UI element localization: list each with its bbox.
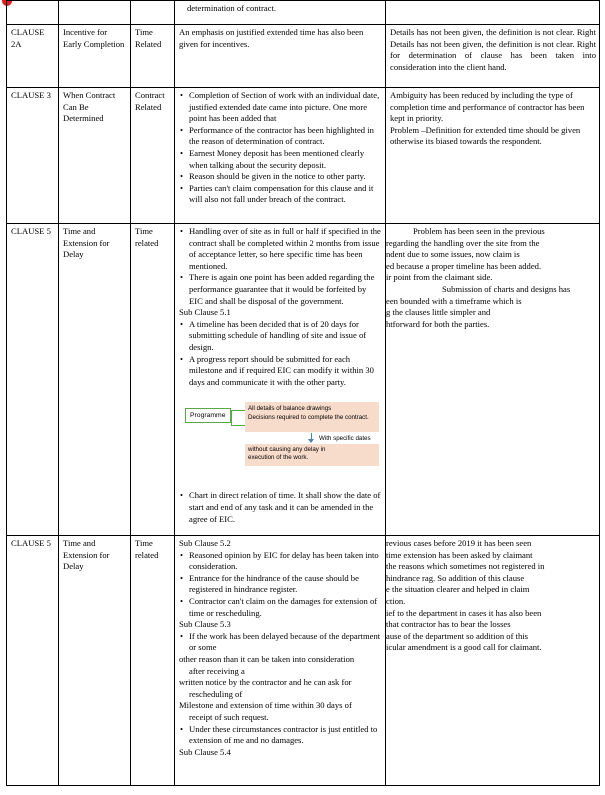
change-bullet: • Performance of the contractor has been highlighted in the reason of determination of contract.	[189, 125, 382, 148]
cell-remarks	[386, 25, 600, 88]
remarks-line: g the clauses little simpler and	[386, 307, 491, 318]
change-continuation: Milestone and extension of time within 30 days of	[179, 700, 352, 711]
cell-type	[131, 1, 175, 25]
sub-clause-heading: Sub Clause 5.4	[179, 746, 231, 757]
table-row	[7, 1, 600, 25]
sub-clause-heading: Sub Clause 5.2	[179, 538, 231, 548]
cell-clause	[7, 1, 59, 25]
cell-changes	[175, 25, 386, 88]
remarks-line: ndent due to some issues, now claim is	[386, 249, 520, 260]
table-row	[7, 88, 600, 224]
change-bullet: • Reason should be given in the notice to other party.	[189, 171, 382, 183]
clause-title: Time and Extension for Delay	[63, 538, 110, 572]
diagram-connector	[231, 410, 246, 426]
cell-title	[59, 88, 131, 224]
cell-changes	[175, 1, 386, 25]
remarks-line: htforward for both the parties.	[386, 318, 490, 329]
change-bullet: • Contractor can't claim on the damages for extension of time or rescheduling.	[189, 596, 382, 619]
change-bullet: • Completion of Section of work with an individual date, justified extended date came into picture. One more point has been added that	[189, 90, 382, 125]
cell-remarks	[386, 224, 600, 536]
change-continuation: after receiving a	[189, 665, 245, 676]
change-bullet: • If the work has been delayed because of the department or some	[189, 631, 382, 654]
clause-type: Contract Related	[135, 90, 165, 112]
change-bullet: • Under these circumstances contractor is just entitled to extension of me and no damages.	[189, 724, 382, 747]
remarks-text: Details has not been given, the definition is not clear. Right Details has not been given, the definition is not clear. Right for determination of clause has been taken into consideration into the client hand.	[390, 27, 596, 72]
cell-title	[59, 25, 131, 88]
delay-box	[245, 444, 379, 466]
change-bullet: • Handling over of site as in full or half if specified in the contract shall be completed within 2 months from issue of acceptance letter, so here specific time has been mentioned.	[189, 226, 382, 272]
clause-number: CLAUSE 3	[11, 90, 51, 100]
clause-title: Incentive for Early Completion	[63, 27, 125, 49]
remarks-line: hindrance rag. So addition of this clause	[386, 572, 525, 583]
change-bullet: • Parties can't claim compensation for this clause and it will also not fall under breach of the contract.	[189, 183, 382, 206]
clause-type: Time Related	[135, 27, 162, 49]
remarks-line: ir point from the claimant side.	[386, 272, 493, 283]
cell-type	[131, 25, 175, 88]
cell-changes	[175, 536, 386, 786]
remarks-line: the reasons which sometimes not registered in	[386, 561, 545, 572]
clause-number: CLAUSE 5	[11, 226, 51, 236]
diagram-line: without causing any delay in	[248, 446, 326, 454]
cell-remarks	[386, 88, 600, 224]
table-row	[7, 25, 600, 88]
clause-title: Time and Extension for Delay	[63, 226, 110, 260]
arrowhead-icon	[308, 439, 314, 443]
remarks-line: een bounded with a timeframe which is	[386, 295, 522, 306]
remarks-line: ed because a proper timeline has been added.	[386, 260, 542, 271]
cell-clause	[7, 536, 59, 786]
cell-changes	[175, 88, 386, 224]
cell-clause	[7, 88, 59, 224]
requirements-box	[245, 402, 379, 432]
programme-box: Programme	[185, 408, 231, 423]
clause-number: CLAUSE 2A	[11, 27, 45, 49]
programme-diagram	[179, 402, 382, 486]
sub-clause-heading: Sub Clause 5.3	[179, 619, 231, 630]
sub-clause-heading: Sub Clause 5.1	[179, 307, 231, 318]
change-bullet: • A timeline has been decided that is of 20 days for submitting schedule of handling of site and issue of design.	[189, 319, 382, 354]
clause-comparison-table	[6, 0, 600, 786]
change-bullet: • Reasoned opinion by EIC for delay has been taken into consideration.	[189, 550, 382, 573]
changes-text: determination of contract.	[187, 3, 277, 13]
table-row	[7, 224, 600, 536]
remarks-line: Problem has been seen in the previous	[413, 226, 545, 236]
cell-title	[59, 536, 131, 786]
change-bullet: • Chart in direct relation of time. It shall show the date of start and end of any task and it can be amended in the agree of EIC.	[189, 490, 382, 525]
cell-changes	[175, 224, 386, 536]
cell-type	[131, 224, 175, 536]
change-continuation: rescheduling of	[189, 688, 243, 699]
change-continuation: receipt of such request.	[189, 711, 269, 722]
diagram-line: Decisions required to complete the contract.	[248, 414, 369, 422]
remarks-text: Problem –Definition for extended time should be given otherwise its biased towards the respondent.	[390, 124, 581, 147]
cell-remarks	[386, 1, 600, 25]
cell-title	[59, 1, 131, 25]
change-continuation: other reason than it can be taken into consideration	[179, 653, 355, 664]
cell-title	[59, 224, 131, 536]
change-bullet: • A progress report should be submitted for each milestone and if required EIC can modify it within 30 days and communicate it with the other party.	[189, 354, 382, 389]
remarks-line: icular amendment is a good call for claimant.	[386, 642, 542, 653]
changes-text: An emphasis on justified extended time has also been given for incentives.	[179, 27, 364, 49]
clause-type: Time related	[135, 226, 159, 248]
remarks-line: time extension has been asked by claimant	[386, 549, 533, 560]
remarks-line: that contractor has to bear the losses	[386, 619, 511, 630]
diagram-label: With specific dates	[319, 435, 371, 443]
cell-type	[131, 88, 175, 224]
clause-type: Time related	[135, 538, 159, 560]
remarks-line: e the situation clearer and helped in claim	[386, 584, 530, 595]
cell-clause	[7, 25, 59, 88]
change-continuation: written notice by the contractor and he can ask for	[179, 677, 352, 688]
remarks-line: Submission of charts and designs has	[442, 283, 571, 294]
change-bullet: • There is again one point has been added regarding the performance guarantee that it would be forfeited by EIC and shall be disposal of the government.	[189, 272, 382, 307]
cell-type	[131, 536, 175, 786]
change-bullet: • Entrance for the hindrance of the cause should be registered in hindrance register.	[189, 573, 382, 596]
remarks-line: ction.	[386, 595, 406, 606]
cell-clause	[7, 224, 59, 536]
remarks-line: ief to the department in cases it has also been	[386, 607, 542, 618]
diagram-line: All details of balance drawings	[248, 405, 332, 413]
remarks-line: revious cases before 2019 it has been seen	[386, 538, 532, 548]
remarks-text: Ambiguity has been reduced by including the type of completion time and performance of contractor has been kept in priority.	[390, 90, 585, 124]
cell-remarks	[386, 536, 600, 786]
change-bullet: • Earnest Money deposit has been mentioned clearly when talking about the security deposit.	[189, 148, 382, 171]
remarks-line: regarding the handling over the site from the	[386, 237, 540, 248]
clause-title: When Contract Can Be Determined	[63, 90, 116, 124]
clause-number: CLAUSE 5	[11, 538, 51, 548]
diagram-line: execution of the work.	[248, 454, 309, 462]
remarks-line: ause of the department so addition of this	[386, 630, 529, 641]
table-row	[7, 536, 600, 786]
